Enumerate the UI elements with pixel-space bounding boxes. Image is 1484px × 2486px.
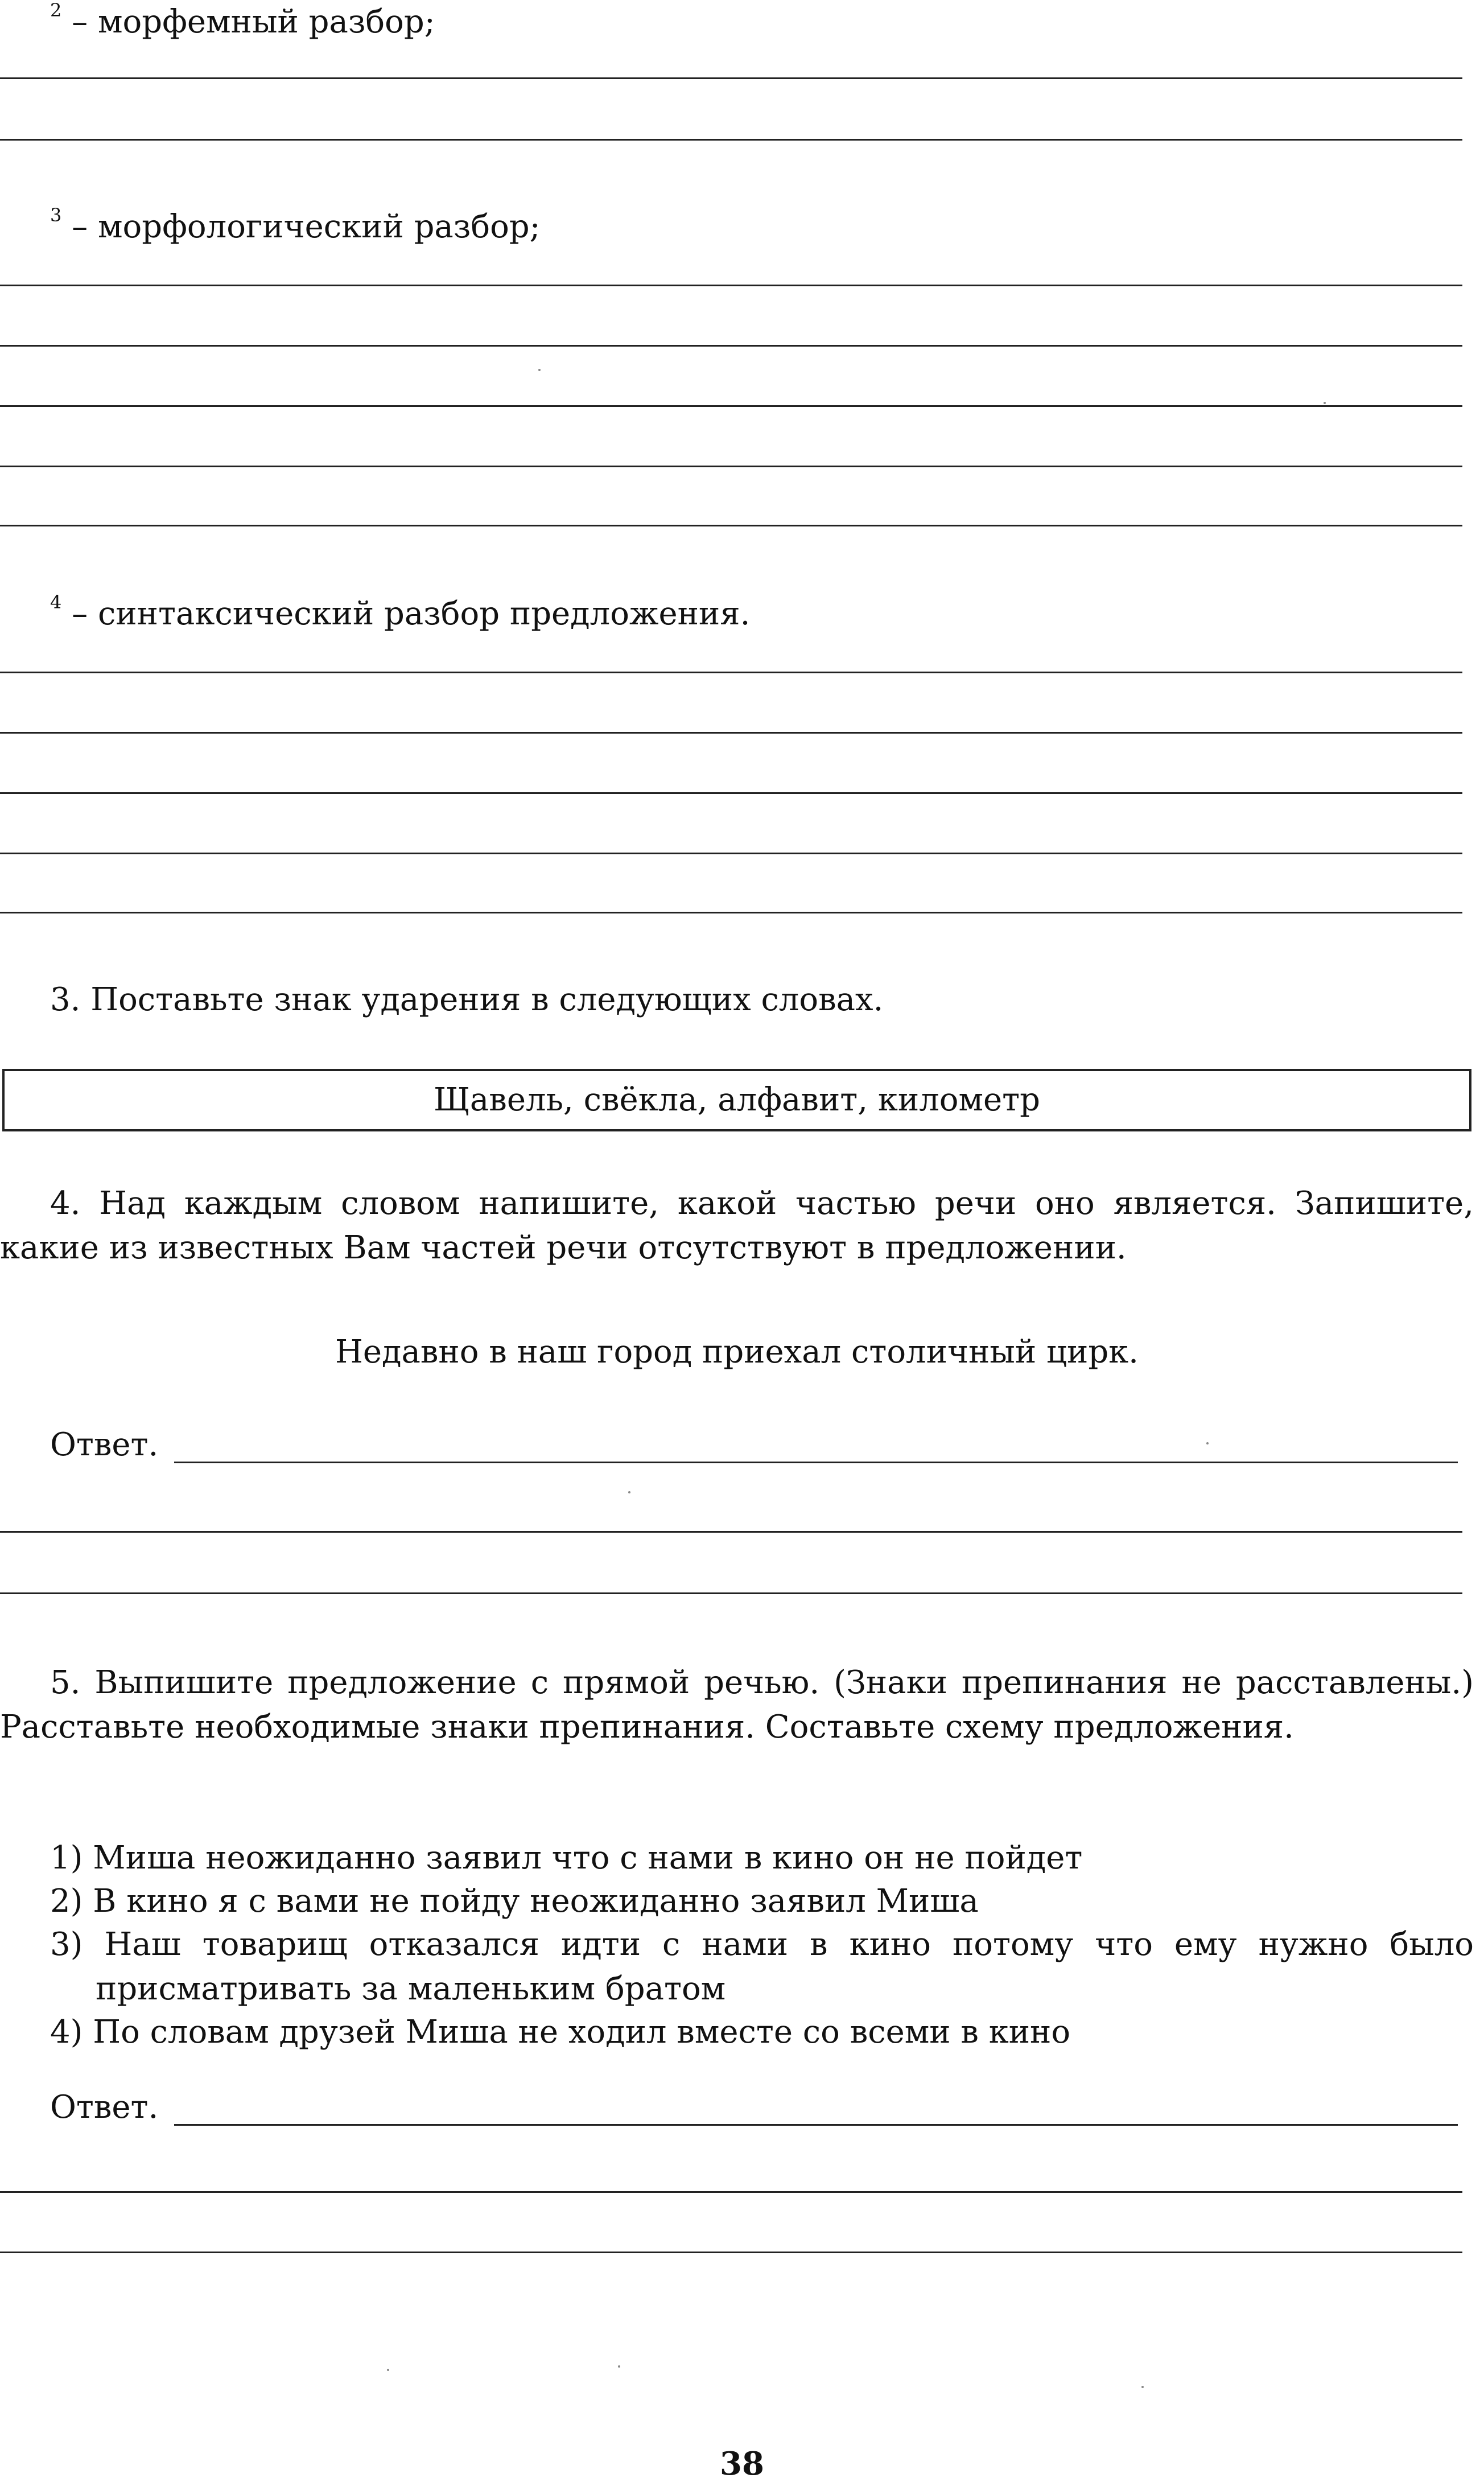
answer-line[interactable] [0,2252,1462,2253]
answer-line[interactable] [0,525,1462,526]
answer-line[interactable] [0,405,1462,407]
scan-speck [1324,402,1326,404]
stress-words-box [2,1069,1471,1131]
morphological-label: – морфологический разбор; [72,208,541,245]
scan-speck [628,1491,630,1493]
task5-option: 2) В кино я с вами не пойду неожиданно заявил Миша [50,1883,979,1920]
page-number: 38 [720,2445,764,2483]
answer-line[interactable] [0,466,1462,467]
footnote-mark: 2 [50,0,62,22]
answer-line[interactable] [174,2124,1458,2126]
scan-speck [1141,2386,1144,2388]
answer-line[interactable] [0,2191,1462,2193]
stress-words: Щавель, свёкла, алфавит, километр [434,1081,1040,1118]
task3-instruction: 3. Поставьте знак ударения в следующих словах. [50,981,884,1018]
answer-line[interactable] [0,1531,1462,1533]
answer-line[interactable] [0,285,1462,286]
answer-line[interactable] [0,139,1462,141]
footnote-mark: 4 [50,591,62,614]
task5-option: 1) Миша неожиданно заявил что с нами в кино он не пойдет [50,1839,1083,1876]
scan-speck [1206,1442,1209,1444]
syntactic-label: – синтаксический разбор предложения. [72,595,751,632]
answer-line[interactable] [0,672,1462,673]
task4-instruction: 4. Над каждым словом напишите, какой частью речи оно является. Запишите, какие из известных Вам частей речи отсутствуют в предложении. [0,1185,1474,1266]
answer-line[interactable] [0,912,1462,913]
task4-answer-label: Ответ. [50,1426,159,1463]
task5-option: 4) По словам друзей Миша не ходил вместе со всеми в кино [50,2014,1071,2051]
task5-option: 3) Наш товарищ отказался идти с нами в кино потому что ему нужно было присматривать за маленьким братом [50,1926,1474,2007]
task5-instruction: 5. Выпишите предложение с прямой речью. (Знаки препинания не расставлены.) Расставьте необходимые знаки препинания. Составьте схему предложения. [0,1664,1474,1746]
footnote-mark: 3 [50,204,62,227]
morphemic-label: – морфемный разбор; [72,3,435,40]
task5-answer-label: Ответ. [50,2089,159,2126]
scan-speck [618,2365,620,2368]
morphemic-heading [50,0,435,44]
answer-line[interactable] [0,792,1462,794]
answer-line[interactable] [0,853,1462,854]
answer-line[interactable] [0,1592,1462,1594]
answer-line[interactable] [0,77,1462,79]
scan-speck [387,2369,389,2371]
syntactic-heading [50,592,750,636]
scan-speck [538,369,541,371]
answer-line[interactable] [174,1462,1458,1463]
answer-line[interactable] [0,345,1462,347]
answer-line[interactable] [0,732,1462,734]
task4-sentence: Недавно в наш город приехал столичный цирк. [335,1333,1139,1370]
morphological-heading [50,205,541,249]
